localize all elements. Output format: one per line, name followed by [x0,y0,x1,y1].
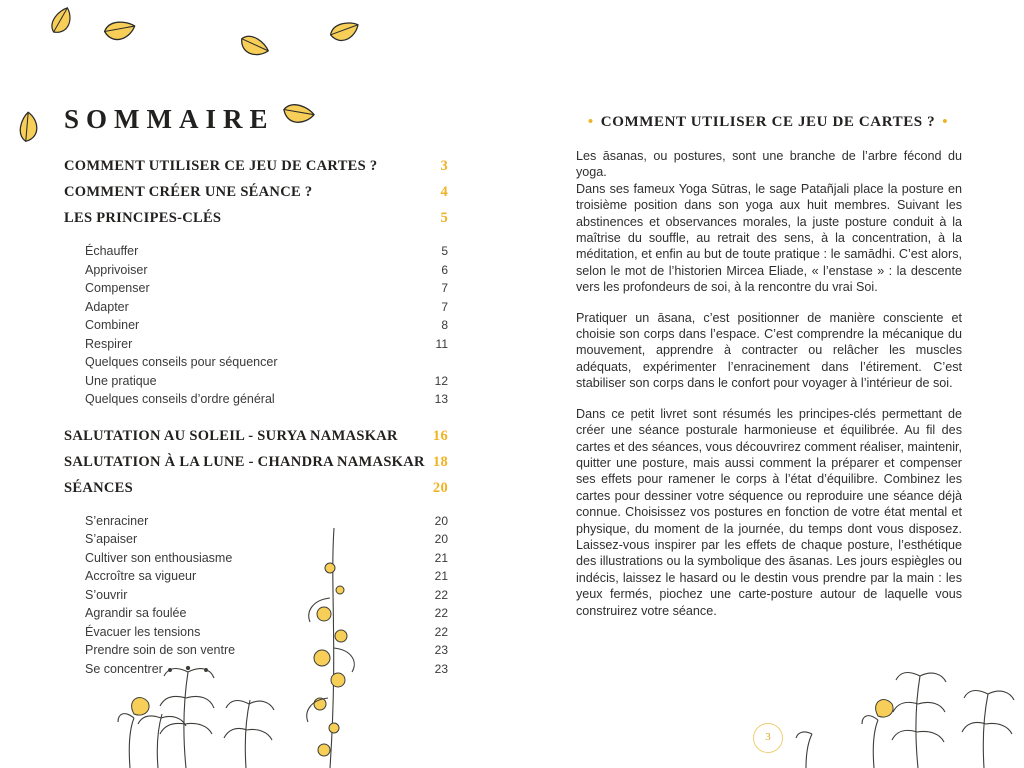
toc-entry-page: 23 [434,661,448,676]
toc-entry-page: 7 [441,299,448,314]
toc-entry-page: 12 [434,373,448,388]
toc-entry-page: 7 [441,281,448,295]
page-title: SOMMAIRE [64,104,275,134]
toc-entry-page: 20 [432,479,448,496]
toc-entry[interactable] [64,355,448,369]
toc-entry-label: COMMENT CRÉER UNE SÉANCE ? [64,184,313,200]
leaf-icon [95,14,139,58]
toc-entry-page: 22 [434,624,448,639]
toc-entry-label: Évacuer les tensions [85,624,201,639]
toc-entry-label: SALUTATION À LA LUNE - CHANDRA NAMASKAR [64,453,425,470]
section-title [512,114,1024,131]
toc-entry-page: 4 [440,184,448,200]
toc-entry-page: 21 [434,569,448,583]
toc-entry[interactable] [64,514,448,528]
toc-entry-label: Respirer [85,336,133,351]
toc-entry-page: 22 [434,606,448,620]
toc-entry-page: 20 [434,532,448,546]
toc-entry-label: S’enraciner [85,513,149,528]
toc-entry-label: Compenser [85,281,150,295]
toc-entry-page: 22 [434,587,448,602]
toc-entry-label: Échauffer [85,244,139,258]
toc-entry-label: Accroître sa vigueur [85,569,197,583]
toc-entry-label: Quelques conseils pour séquencer [85,355,278,369]
toc-entry-page: 6 [441,262,448,277]
toc-entry-label: Adapter [85,299,129,314]
toc-entry[interactable] [64,300,448,314]
toc-entry-label: COMMENT UTILISER CE JEU DE CARTES ? [64,158,378,174]
toc-entry-label: Se concentrer [85,661,163,676]
toc-entry-label: Agrandir sa foulée [85,606,187,620]
leaf-icon [322,16,364,58]
toc-entry-label: S’ouvrir [85,587,128,602]
paragraph: Dans ce petit livret sont résumés les principes-clés permettant de créer une séance posturale harmonieuse et équilibrée. Au fil des cartes et des séances, vous découvrirez comment réaliser, maintenir, quitter une posture, mais aussi comment la préparer et compenser ses effets pour ramener le corps à l’état d’équilibre. Combinez les cartes pour dessiner votre séquence ou reproduire une séance déjà connue. Choisissez vos postures en fonction de votre état mental et physique, du moment de la journée, du temps dont vous disposez. Laissez-vous inspirer par les effets de chaque posture, l’esthétique des illustrations ou la symbolique des āsanas. Les jours espiègles ou indécis, laissez le hasard ou le destin vous prendre par la main : les yeux fermés, piochez une carte-posture autour de laquelle vous construirez votre séance. [576,406,962,618]
toc-entry-page: 20 [434,513,448,528]
toc-entry[interactable] [64,210,448,227]
toc-entry[interactable] [64,281,448,295]
toc-entry-page: 5 [441,244,448,258]
toc-entry[interactable] [64,480,448,497]
toc-entry-label: S’apaiser [85,532,138,546]
paragraph: Dans ses fameux Yoga Sūtras, le sage Patañjali place la posture en troisième position dans son yoga aux huit membres. Suivant les abstinences et observances morales, la juste posture conduit à la maîtrise du souffle, au retrait des sens, à la concentration, à la méditation, et enfin au but de toute pratique : le samādhi. C’est alors, selon le mot de l’historien Mircea Eliade, « l’enstase » : la descente vers les profondeurs de soi, à la rencontre du vrai Soi. [576,181,962,295]
toc-entry-page: 18 [432,453,448,470]
leaf-icon [228,28,270,70]
toc-entry[interactable] [64,337,448,351]
toc-entry[interactable] [64,392,448,406]
section-title-text: COMMENT UTILISER CE JEU DE CARTES ? [600,114,936,130]
toc-entry-page: 5 [440,210,448,226]
bullet-icon: • [587,114,594,130]
toc-entry-page: 21 [434,550,448,565]
toc-entry-page: 8 [441,318,448,332]
toc-entry-label: Une pratique [85,373,157,388]
leaf-icon [12,110,54,152]
toc-entry-label: Combiner [85,318,140,332]
toc-entry-label: Prendre soin de son ventre [85,643,236,657]
toc-entry-label: LES PRINCIPES-CLÉS [64,210,222,226]
toc-entry-page: 16 [432,427,448,444]
paragraph: Les āsanas, ou postures, sont une branche de l’arbre fécond du yoga. [576,149,962,180]
bullet-icon: • [942,114,949,130]
leaf-icon [272,96,316,140]
toc-entry-page: 3 [440,158,448,174]
toc-entry[interactable] [64,318,448,332]
toc-entry-page: 13 [434,392,448,406]
toc-entry[interactable] [64,184,448,201]
toc-entry[interactable] [64,244,448,258]
page-number-text: 3 [765,731,771,743]
toc-entry-label: Quelques conseils d’ordre général [85,392,275,406]
toc-entry-label: SALUTATION AU SOLEIL - SURYA NAMASKAR [64,427,398,444]
toc-entry[interactable] [64,263,448,277]
toc-entry[interactable] [64,428,448,445]
toc-entry[interactable] [64,374,448,388]
plant-icon [0,528,1024,768]
toc-entry-label: Apprivoiser [85,262,148,277]
leaf-icon [44,6,84,46]
paragraph: Pratiquer un āsana, c’est positionner de manière consciente et choisie son corps dans l’espace. C’est comprendre la mécanique du mouvement, apprendre à contracter ou relâcher les muscles adéquats, expérimenter l’enracinement dans l’étirement. C’est stabiliser son corps dans le confort pour voyager à l’intérieur de soi. [576,310,962,391]
toc-entry-label: Cultiver son enthousiasme [85,550,233,565]
toc-entry[interactable] [64,454,448,471]
toc-entry[interactable] [64,158,448,175]
toc-entry-label: SÉANCES [64,479,133,496]
toc-entry-page: 11 [435,336,448,351]
toc-entry-page: 23 [434,643,448,657]
